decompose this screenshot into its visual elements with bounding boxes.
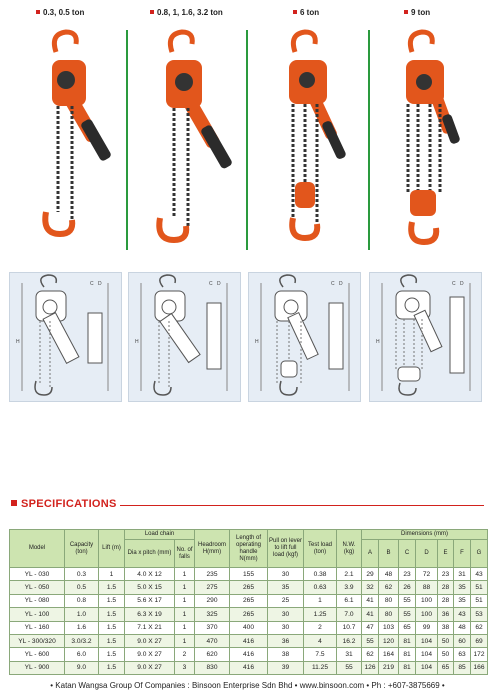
cell-falls: 1 — [175, 608, 195, 621]
lever-hoist-image — [388, 22, 488, 252]
lever-hoist-image — [28, 22, 128, 252]
header-headroom: Headroom H(mm) — [195, 530, 230, 568]
cell-dim: 62 — [379, 581, 399, 594]
header-model: Model — [10, 530, 65, 568]
cell-dim: 80 — [379, 608, 399, 621]
cell-pull: 30 — [268, 608, 304, 621]
dim-label: C — [90, 281, 94, 287]
cell-nw: 55 — [337, 661, 362, 674]
cell-handle: 416 — [230, 634, 268, 647]
cell-capacity: 0.5 — [65, 581, 99, 594]
technical-drawing-4 — [369, 272, 482, 402]
cell-handle: 265 — [230, 594, 268, 607]
cell-dim: 63 — [454, 648, 471, 661]
dimension-drawing — [10, 273, 121, 401]
cell-dim: 50 — [438, 648, 454, 661]
dim-label: H — [16, 339, 20, 345]
technical-drawing-1 — [9, 272, 122, 402]
cell-dim: 41 — [362, 608, 379, 621]
cell-pull: 25 — [268, 594, 304, 607]
cell-dim: 100 — [416, 594, 438, 607]
cell-headroom: 620 — [195, 648, 230, 661]
cell-handle: 416 — [230, 661, 268, 674]
cell-dim: 104 — [416, 648, 438, 661]
cell-capacity: 9.0 — [65, 661, 99, 674]
cell-model: YL - 160 — [10, 621, 65, 634]
photo-panel-2 — [150, 8, 250, 248]
cell-dim: 41 — [362, 594, 379, 607]
cell-falls: 1 — [175, 634, 195, 647]
cell-model: YL - 100 — [10, 608, 65, 621]
header-pull: Pull on lever to lift full load (kgf) — [268, 530, 304, 568]
header-no-falls: No. of falls — [175, 540, 195, 568]
header-dim-a: A — [362, 540, 379, 568]
specifications-title: SPECIFICATIONS — [21, 498, 117, 510]
cell-nw: 16.2 — [337, 634, 362, 647]
cell-headroom: 370 — [195, 621, 230, 634]
cell-dim: 48 — [454, 621, 471, 634]
cell-lift: 1.5 — [99, 661, 125, 674]
photo-panel-4 — [388, 8, 488, 248]
cell-dim: 172 — [471, 648, 488, 661]
cell-dim: 60 — [454, 634, 471, 647]
cell-capacity: 1.6 — [65, 621, 99, 634]
cell-model: YL - 030 — [10, 568, 65, 581]
cell-nw: 31 — [337, 648, 362, 661]
cell-test: 0.38 — [304, 568, 337, 581]
cell-nw: 2.1 — [337, 568, 362, 581]
cell-dim: 35 — [454, 581, 471, 594]
cell-pull: 36 — [268, 634, 304, 647]
cell-capacity: 0.8 — [65, 594, 99, 607]
cell-lift: 1.5 — [99, 634, 125, 647]
header-test-load: Test load (ton) — [304, 530, 337, 568]
cell-dim: 28 — [438, 594, 454, 607]
cell-falls: 2 — [175, 648, 195, 661]
cell-test: 0.63 — [304, 581, 337, 594]
header-dim-f: F — [454, 540, 471, 568]
cell-dim: 36 — [438, 608, 454, 621]
cell-dim: 51 — [471, 594, 488, 607]
cell-headroom: 290 — [195, 594, 230, 607]
photo-panel-1 — [28, 8, 128, 248]
cell-headroom: 275 — [195, 581, 230, 594]
cell-dim: 31 — [454, 568, 471, 581]
cell-dim: 88 — [416, 581, 438, 594]
divider-line — [368, 30, 370, 250]
lever-hoist-image — [265, 22, 365, 252]
specifications-table — [9, 529, 488, 675]
table-row — [10, 594, 488, 607]
header-dim-b: B — [379, 540, 399, 568]
cell-nw: 10.7 — [337, 621, 362, 634]
cell-handle: 265 — [230, 608, 268, 621]
cell-pull: 39 — [268, 661, 304, 674]
cell-lift: 1.5 — [99, 581, 125, 594]
header-dimensions: Dimensions (mm) — [362, 530, 488, 540]
header-dim-g: G — [471, 540, 488, 568]
cell-dim: 85 — [454, 661, 471, 674]
cell-dim: 104 — [416, 634, 438, 647]
cell-dim: 81 — [399, 648, 416, 661]
cell-model: YL - 050 — [10, 581, 65, 594]
cell-dim: 23 — [399, 568, 416, 581]
header-dia-pitch: Dia x pitch (mm) — [125, 540, 175, 568]
cell-test: 1.25 — [304, 608, 337, 621]
cell-dim: 26 — [399, 581, 416, 594]
photo-caption: 6 ton — [300, 8, 320, 17]
cell-dia: 9.0 X 27 — [125, 648, 175, 661]
cell-falls: 1 — [175, 581, 195, 594]
cell-capacity: 0.3 — [65, 568, 99, 581]
photo-caption: 0.8, 1, 1.6, 3.2 ton — [157, 8, 223, 17]
technical-drawing-3 — [248, 272, 361, 402]
cell-lift: 1.5 — [99, 621, 125, 634]
cell-dim: 100 — [416, 608, 438, 621]
dim-label: H — [135, 339, 139, 345]
cell-dia: 6.3 X 19 — [125, 608, 175, 621]
cell-handle: 400 — [230, 621, 268, 634]
dim-label: H — [255, 339, 259, 345]
cell-dim: 69 — [471, 634, 488, 647]
header-dim-c: C — [399, 540, 416, 568]
cell-dim: 43 — [454, 608, 471, 621]
cell-model: YL - 900 — [10, 661, 65, 674]
cell-dim: 51 — [471, 581, 488, 594]
cell-handle: 265 — [230, 581, 268, 594]
bullet-square — [404, 10, 408, 14]
header-capacity: Capacity (ton) — [65, 530, 99, 568]
cell-headroom: 235 — [195, 568, 230, 581]
cell-test: 2 — [304, 621, 337, 634]
cell-dim: 72 — [416, 568, 438, 581]
cell-handle: 416 — [230, 648, 268, 661]
cell-dim: 103 — [379, 621, 399, 634]
cell-model: YL - 080 — [10, 594, 65, 607]
cell-nw: 3.9 — [337, 581, 362, 594]
table-row — [10, 581, 488, 594]
cell-dim: 65 — [438, 661, 454, 674]
cell-pull: 38 — [268, 648, 304, 661]
cell-dim: 50 — [438, 634, 454, 647]
cell-pull: 30 — [268, 621, 304, 634]
lever-hoist-image — [150, 22, 250, 252]
table-row — [10, 568, 488, 581]
photo-caption: 9 ton — [411, 8, 431, 17]
cell-dim: 47 — [362, 621, 379, 634]
cell-pull: 30 — [268, 568, 304, 581]
dim-label: C — [331, 281, 335, 287]
cell-nw: 6.1 — [337, 594, 362, 607]
bullet-square — [36, 10, 40, 14]
heading-rule — [120, 505, 484, 506]
cell-test: 4 — [304, 634, 337, 647]
cell-dim: 48 — [379, 568, 399, 581]
product-photos — [0, 0, 495, 255]
cell-falls: 1 — [175, 594, 195, 607]
technical-drawing-2 — [128, 272, 241, 402]
cell-dim: 55 — [362, 634, 379, 647]
cell-dim: 120 — [379, 634, 399, 647]
dim-label: D — [217, 281, 221, 287]
dim-label: D — [460, 281, 464, 287]
cell-dia: 9.0 X 27 — [125, 661, 175, 674]
cell-falls: 1 — [175, 568, 195, 581]
cell-dim: 53 — [471, 608, 488, 621]
cell-model: YL - 600 — [10, 648, 65, 661]
divider-line — [246, 30, 248, 250]
bullet-square — [293, 10, 297, 14]
cell-dia: 5.6 X 17 — [125, 594, 175, 607]
dim-label: D — [339, 281, 343, 287]
cell-dim: 28 — [438, 581, 454, 594]
cell-dim: 104 — [416, 661, 438, 674]
header-dim-d: D — [416, 540, 438, 568]
cell-dim: 164 — [379, 648, 399, 661]
dim-label: D — [98, 281, 102, 287]
cell-dim: 35 — [454, 594, 471, 607]
cell-capacity: 6.0 — [65, 648, 99, 661]
dim-label: C — [209, 281, 213, 287]
cell-lift: 1.5 — [99, 648, 125, 661]
cell-handle: 155 — [230, 568, 268, 581]
cell-dim: 62 — [471, 621, 488, 634]
photo-caption: 0.3, 0.5 ton — [43, 8, 85, 17]
header-load-chain: Load chain — [125, 530, 195, 540]
cell-lift: 1 — [99, 568, 125, 581]
cell-dim: 99 — [416, 621, 438, 634]
cell-dim: 219 — [379, 661, 399, 674]
specifications-heading — [11, 498, 117, 510]
dim-label: H — [376, 339, 380, 345]
cell-dim: 81 — [399, 634, 416, 647]
cell-lift: 1.5 — [99, 594, 125, 607]
header-dim-e: E — [438, 540, 454, 568]
header-nw: N.W. (kg) — [337, 530, 362, 568]
cell-dim: 126 — [362, 661, 379, 674]
dimension-drawing — [129, 273, 240, 401]
cell-dim: 81 — [399, 661, 416, 674]
cell-dim: 55 — [399, 608, 416, 621]
cell-model: YL - 300/320 — [10, 634, 65, 647]
dimension-drawing — [370, 273, 481, 401]
table-row — [10, 621, 488, 634]
cell-capacity: 1.0 — [65, 608, 99, 621]
cell-dim: 32 — [362, 581, 379, 594]
footer-contact: • Katan Wangsa Group Of Companies : Binsoon Enterprise Sdn Bhd • www.binsoon.com • Ph : +607-3875669 • — [50, 681, 445, 690]
table-row — [10, 648, 488, 661]
cell-dim: 23 — [438, 568, 454, 581]
bullet-square — [150, 10, 154, 14]
cell-dim: 55 — [399, 594, 416, 607]
dimension-drawing — [249, 273, 360, 401]
cell-falls: 1 — [175, 621, 195, 634]
cell-dia: 4.0 X 12 — [125, 568, 175, 581]
table-row — [10, 608, 488, 621]
cell-dia: 5.0 X 15 — [125, 581, 175, 594]
cell-headroom: 325 — [195, 608, 230, 621]
cell-nw: 7.0 — [337, 608, 362, 621]
cell-lift: 1.5 — [99, 608, 125, 621]
cell-dim: 80 — [379, 594, 399, 607]
photo-panel-3 — [265, 8, 365, 248]
dim-label: C — [452, 281, 456, 287]
cell-headroom: 470 — [195, 634, 230, 647]
cell-dim: 29 — [362, 568, 379, 581]
bullet-square — [11, 500, 17, 506]
header-handle-length: Length of operating handle N(mm) — [230, 530, 268, 568]
cell-capacity: 3.0/3.2 — [65, 634, 99, 647]
cell-test: 11.25 — [304, 661, 337, 674]
cell-dia: 9.0 X 27 — [125, 634, 175, 647]
table-row — [10, 634, 488, 647]
cell-headroom: 830 — [195, 661, 230, 674]
cell-test: 7.5 — [304, 648, 337, 661]
header-lift: Lift (m) — [99, 530, 125, 568]
cell-pull: 35 — [268, 581, 304, 594]
cell-falls: 3 — [175, 661, 195, 674]
cell-dim: 43 — [471, 568, 488, 581]
cell-dim: 38 — [438, 621, 454, 634]
table-row — [10, 661, 488, 674]
cell-dia: 7.1 X 21 — [125, 621, 175, 634]
divider-line — [126, 30, 128, 250]
cell-dim: 166 — [471, 661, 488, 674]
cell-dim: 65 — [399, 621, 416, 634]
cell-test: 1 — [304, 594, 337, 607]
cell-dim: 62 — [362, 648, 379, 661]
